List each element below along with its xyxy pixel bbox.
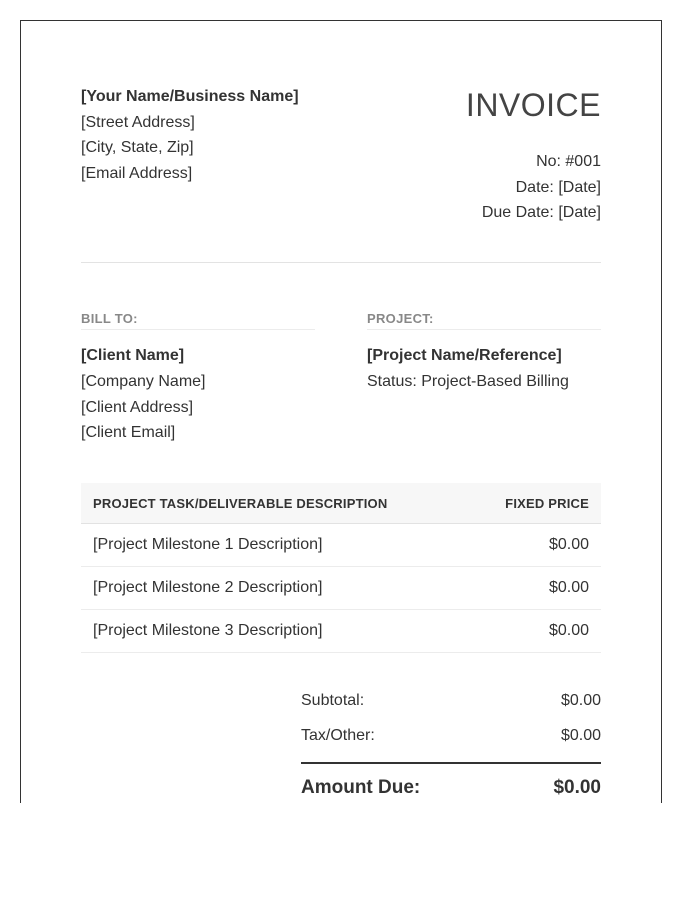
totals-rule [301, 762, 601, 764]
line-items-table [81, 483, 601, 653]
bill-to-block [81, 311, 315, 446]
sender-block [81, 84, 299, 186]
header-divider [81, 262, 601, 263]
project-name: [Project Name/Reference] [367, 347, 562, 364]
amount-due-value: $0.00 [553, 777, 601, 798]
invoice-meta [466, 149, 601, 226]
sender-name: [Your Name/Business Name] [81, 88, 299, 105]
header-description: PROJECT TASK/DELIVERABLE DESCRIPTION [81, 483, 469, 524]
row-price: $0.00 [469, 610, 601, 653]
row-description: [Project Milestone 3 Description] [81, 610, 469, 653]
subtotal-row [301, 683, 601, 718]
bill-to-label: BILL TO: [81, 311, 315, 330]
table-row [81, 524, 601, 567]
sender-email: [Email Address] [81, 164, 193, 182]
row-price: $0.00 [469, 524, 601, 567]
client-company: [Company Name] [81, 372, 206, 390]
header-price: FIXED PRICE [469, 483, 601, 524]
subtotal-label: Subtotal: [301, 692, 365, 709]
row-price: $0.00 [469, 567, 601, 610]
invoice-due-date: Due Date: [Date] [481, 204, 601, 221]
row-description: [Project Milestone 1 Description] [81, 524, 469, 567]
invoice-header [466, 85, 601, 226]
row-description: [Project Milestone 2 Description] [81, 567, 469, 610]
sender-street: [Street Address] [81, 113, 195, 131]
totals-block [301, 683, 601, 800]
client-name: [Client Name] [81, 347, 185, 364]
tax-label: Tax/Other: [301, 727, 375, 744]
project-label: PROJECT: [367, 311, 601, 330]
table-row [81, 610, 601, 653]
invoice-page [20, 20, 662, 803]
invoice-number: No: #001 [536, 153, 601, 170]
sender-city: [City, State, Zip] [81, 139, 194, 156]
client-email: [Client Email] [81, 424, 176, 442]
project-block [367, 311, 601, 395]
amount-due-row [301, 776, 601, 800]
invoice-date: Date: [Date] [515, 178, 601, 196]
project-status: Status: Project-Based Billing [367, 372, 569, 390]
table-header-row [81, 483, 601, 524]
tax-row [301, 718, 601, 753]
subtotal-value: $0.00 [560, 692, 601, 709]
project-details [367, 343, 601, 395]
bill-to-details [81, 343, 315, 446]
tax-value: $0.00 [560, 727, 601, 744]
amount-due-label: Amount Due: [301, 777, 421, 798]
invoice-title: INVOICE [465, 87, 601, 123]
client-address: [Client Address] [81, 398, 194, 416]
table-row [81, 567, 601, 610]
